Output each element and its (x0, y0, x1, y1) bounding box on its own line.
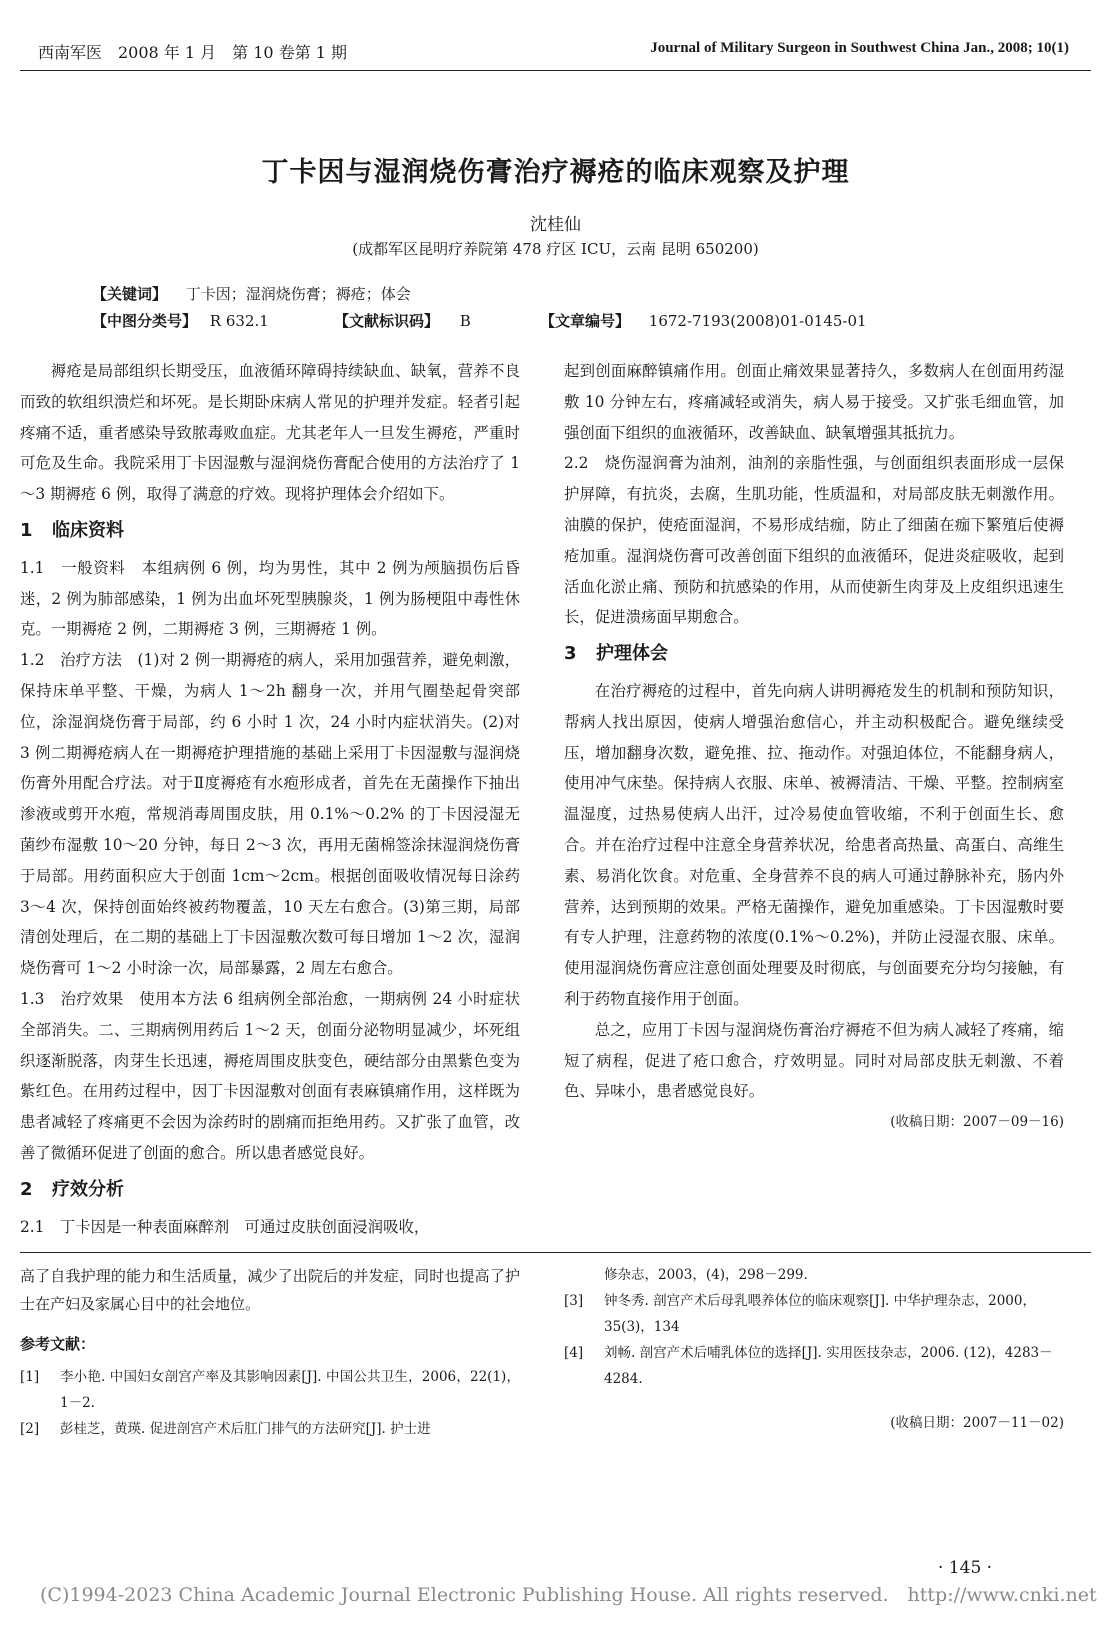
page-number: · 145 · (938, 1558, 993, 1578)
keywords-line (92, 283, 411, 304)
articleno-label: 【文章编号】 (540, 312, 631, 330)
section-divider (20, 1252, 1091, 1253)
doccode-line (334, 310, 471, 331)
bottom-left (20, 1262, 520, 1442)
reference-item: [4] 刘畅. 剖宫产术后哺乳体位的选择[J]. 实用医技杂志，2006. (12)，4283－4284. (564, 1345, 1053, 1387)
article-title: 丁卡因与湿润烧伤膏治疗褥疮的临床观察及护理 (261, 157, 850, 188)
articleno-value: 1672-7193(2008)01-0145-01 (648, 312, 867, 330)
clc-value: R 632.1 (209, 312, 269, 330)
clc-label: 【中图分类号】 (92, 312, 198, 330)
para-1-2: 1.2 治疗方法 (1)对 2 例一期褥疮的病人，采用加强营养，避免刺激，保持床单平整、干燥，为病人 1～2h 翻身一次，并用气圈垫起骨突部位，涂湿润烧伤膏于局部，约 6 小时 1 次，24 小时内症状消失。(2)对 3 例二期褥疮病人在一期褥疮护理措施的基础上采用丁卡因湿敷与湿润烧伤膏外用配合疗法。对于Ⅱ度褥疮有水疱形成者，首先在无菌操作下抽出渗液或剪开水疱，常规消毒周围皮肤，用 0.1%～0.2% 的丁卡因浸湿无菌纱布湿敷 10～20 分钟，每日 2～3 次，再用无菌棉签涂抹湿润烧伤膏于局部。用药面积应大于创面 1cm～2cm。根据创面吸收情况每日涂药 3～4 次，保持创面始终被药物覆盖，10 天左右愈合。(3)第三期，局部清创处理后，在二期的基础上丁卡因湿敷次数可每日增加 1～2 次，湿润烧伤膏可 1～2 小时涂一次，局部暴露，2 周左右愈合。 (20, 651, 520, 978)
intro-paragraph: 褥疮是局部组织长期受压，血液循环障碍持续缺血、缺氧，营养不良而致的软组织溃烂和坏死。是长期卧床病人常见的护理并发症。轻者引起疼痛不适，重者感染导致脓毒败血症。尤其老年人一旦发生褥疮，严重时可危及生命。我院采用丁卡因湿敷与湿润烧伤膏配合使用的方法治疗了 1～3 期褥疮 6 例，取得了满意的疗效。现将护理体会介绍如下。 (20, 362, 520, 504)
para-1-1: 1.1 一般资料 本组病例 6 例，均为男性，其中 2 例为颅脑损伤后昏迷，2 例为肺部感染，1 例为出血坏死型胰腺炎，1 例为肠梗阻中毒性休克。一期褥疮 2 例，二期褥疮 3 例，三期褥疮 1 例。 (20, 558, 520, 639)
received-date-2: (收稿日期：2007－11－02) (890, 1415, 1064, 1431)
para-2-1: 2.1 丁卡因是一种表面麻醉剂 可通过皮肤创面浸润吸收， (20, 1217, 430, 1236)
section-2-heading: 2 疗效分析 (20, 1178, 124, 1200)
copyright-watermark: (C)1994-2023 China Academic Journal Electronic Publishing House. All rights reserved. http://www.cnki.net (40, 1584, 1097, 1606)
reference-item: [1] 李小艳. 中国妇女剖宫产率及其影响因素[J]. 中国公共卫生，2006，22(1)，1－2. (20, 1369, 520, 1411)
left-column (20, 356, 520, 1242)
right-column (564, 356, 1064, 1138)
references-left (20, 1364, 520, 1442)
article-author: 沈桂仙 (530, 215, 581, 235)
bottom-right (564, 1262, 1064, 1436)
clc-line (92, 310, 269, 331)
articleno-line (540, 310, 867, 331)
reference-item: [2] 彭桂芝，黄瑛. 促进剖宫产术后肛门排气的方法研究[J]. 护士进 (20, 1421, 431, 1437)
doccode-value: B (459, 312, 471, 330)
keywords-label: 【关键词】 (92, 285, 168, 303)
para-2-1-continued: 起到创面麻醉镇痛作用。创面止痛效果显著持久，多数病人在创面用药湿敷 10 分钟左右，疼痛减轻或消失，病人易于接受。又扩张毛细血管，加强创面下组织的血液循环，改善缺血、缺氧增强其抵抗力。 (564, 362, 1064, 442)
section-1-heading: 1 临床资料 (20, 519, 124, 541)
keywords-value: 丁卡因；湿润烧伤膏；褥疮；体会 (185, 285, 411, 303)
reference-item: [3] 钟冬秀. 剖宫产术后母乳喂养体位的临床观察[J]. 中华护理杂志，2000，35(3)，134 (564, 1293, 1036, 1335)
running-header-left: 西南军医 2008 年 1 月 第 10 卷第 1 期 (38, 43, 348, 62)
para-2-2: 2.2 烧伤湿润膏为油剂，油剂的亲脂性强，与创面组织表面形成一层保护屏障，有抗炎，去腐，生肌功能，性质温和，对局部皮肤无刺激作用。油膜的保护，使疮面湿润，不易形成结痂，防止了细菌在痂下繁殖后使褥疮加重。湿润烧伤膏可改善创面下组织的血液循环，促进炎症吸收，起到活血化淤止痛、预防和抗感染的作用，从而使新生肉芽及上皮组织迅速生长，促进溃疡面早期愈合。 (564, 454, 1064, 627)
references-heading: 参考文献： (20, 1335, 96, 1353)
para-3-2: 总之，应用丁卡因与湿润烧伤膏治疗褥疮不但为病人减轻了疼痛，缩短了病程，促进了疮口愈合，疗效明显。同时对局部皮肤无刺激、不着色、异味小，患者感觉良好。 (564, 1020, 1064, 1101)
bottom-continued-text: 高了自我护理的能力和生活质量，减少了出院后的并发症，同时也提高了护士在产妇及家属心目中的社会地位。 (20, 1267, 520, 1313)
received-date: (收稿日期：2007－09－16) (890, 1114, 1064, 1131)
running-header-right: Journal of Military Surgeon in Southwest China Jan., 2008; 10(1) (650, 40, 1069, 56)
para-3-1: 在治疗褥疮的过程中，首先向病人讲明褥疮发生的机制和预防知识，帮病人找出原因，使病人增强治愈信心，并主动积极配合。避免继续受压，增加翻身次数，避免推、拉、拖动作。对强迫体位，不能翻身病人，使用冲气床垫。保持病人衣服、床单、被褥清洁、干燥、平整。控制病室温湿度，过热易使病人出汗，过冷易使血管收缩，不利于创面生长、愈合。并在治疗过程中注意全身营养状况，给患者高热量、高蛋白、高维生素、易消化饮食。对危重、全身营养不良的病人可通过静脉补充，肠内外营养，达到预期的效果。严格无菌操作，避免加重感染。丁卡因湿敷时要有专人护理，注意药物的浓度(0.1%～0.2%)，并防止浸湿衣服、床单。使用湿润烧伤膏应注意创面处理要及时彻底，与创面要充分均匀接触，有利于药物直接作用于创面。 (564, 681, 1064, 1008)
doccode-label: 【文献标识码】 (334, 312, 440, 330)
reference-2-continued: 修杂志，2003，(4)，298－299. (604, 1267, 808, 1283)
section-3-heading: 3 护理体会 (564, 643, 668, 665)
header-rule (20, 70, 1091, 71)
article-affiliation: (成都军区昆明疗养院第 478 疗区 ICU，云南 昆明 650200) (352, 240, 759, 258)
para-1-3: 1.3 治疗效果 使用本方法 6 组病例全部治愈，一期病例 24 小时症状全部消失。二、三期病例用药后 1～2 天，创面分泌物明显减少，坏死组织逐渐脱落，肉芽生长迅速，褥疮周围皮肤变色，硬结部分由黑紫色变为紫红色。在用药过程中，因丁卡因湿敷对创面有表麻镇痛作用，这样既为患者减轻了疼痛更不会因为涂药时的剧痛而拒绝用药。又扩张了血管，改善了微循环促进了创面的愈合。所以患者感觉良好。 (20, 989, 520, 1162)
